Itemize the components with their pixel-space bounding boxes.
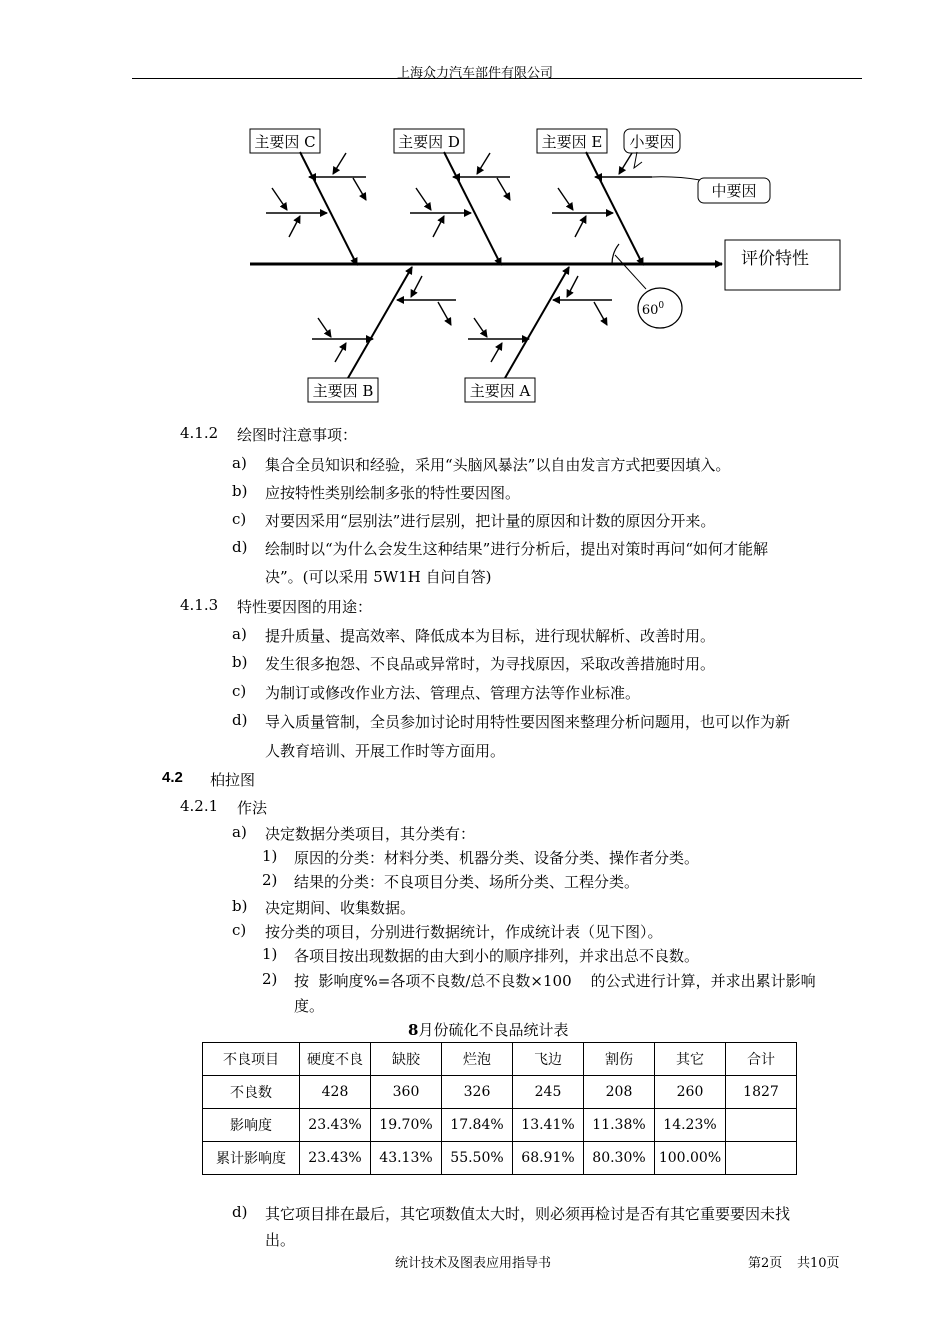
table-cell: 100.00% [655,1142,726,1175]
s412-d-text-cont: 决”。(可以采用 5W1H 自问自答) [265,568,492,586]
cause-e-label: 主要因 E [541,133,603,151]
table-cell: 55.50% [442,1142,513,1175]
table-cell: 360 [371,1076,442,1109]
s413-a-text: 提升质量、提高效率、降低成本为目标，进行现状解析、改善时用。 [265,627,716,645]
s412-b-text: 应按特性类别绘制多张的特性要因图。 [265,484,521,502]
table-cell: 13.41% [513,1109,584,1142]
footer-total-pages: 共10页 [797,1256,840,1271]
s413-a-marker: a) [232,625,247,643]
mid-cause-label: 中要因 [711,182,757,200]
table-cell: 19.70% [371,1109,442,1142]
s421-c1-text: 各项目按出现数据的由大到小的顺序排列，并求出总不良数。 [294,947,700,965]
s421-a1-marker: 1) [262,847,278,865]
table-cell: 23.43% [300,1109,371,1142]
s421-a1-text: 原因的分类：材料分类、机器分类、设备分类、操作者分类。 [294,849,700,867]
table-cell: 1827 [726,1076,797,1109]
s421-d-text: 其它项目排在最后，其它项数值太大时，则必须再检讨是否有其它重要要因未找 [265,1205,791,1223]
table-cell: 不良数 [203,1076,300,1109]
s421-d-text-cont: 出。 [265,1231,296,1249]
table-cell: 17.84% [442,1109,513,1142]
s412-title: 绘图时注意事项： [237,426,358,444]
defect-stats-table [202,1042,797,1175]
s42-title: 柏拉图 [210,771,256,789]
s413-b-marker: b) [232,653,248,671]
table-header-cell: 飞边 [513,1043,584,1076]
table-cell: 累计影响度 [203,1142,300,1175]
s413-d-text-cont: 人教育培训、开展工作时等方面用。 [265,742,506,760]
table-cell: 影响度 [203,1109,300,1142]
s421-b-text: 决定期间、收集数据。 [265,899,416,917]
table-cell: 11.38% [584,1109,655,1142]
s421-a-marker: a) [232,823,247,841]
cause-a-label: 主要因 A [469,382,531,400]
bone-a [505,267,569,378]
fishbone-diagram [0,0,950,410]
table-cell [726,1109,797,1142]
s412-c-text: 对要因采用“层别法”进行层别，把计量的原因和计数的原因分开来。 [265,512,716,530]
s421-number: 4.2.1 [180,797,219,815]
table-header-row [203,1043,797,1076]
table-header-cell: 不良项目 [203,1043,300,1076]
s412-d-marker: d) [232,538,248,556]
s421-c1-marker: 1) [262,945,278,963]
table-cell: 68.91% [513,1142,584,1175]
s413-c-text: 为制订或修改作业方法、管理点、管理方法等作业标准。 [265,684,641,702]
table-cell: 14.23% [655,1109,726,1142]
angle-label: $60^0$ [641,301,665,318]
s412-d-text: 绘制时以“为什么会发生这种结果”进行分析后，提出对策时再问“如何才能解 [265,540,769,558]
s413-c-marker: c) [232,682,247,700]
footer-page-number: 第2页 [748,1256,783,1271]
table-header-cell: 割伤 [584,1043,655,1076]
table-cell: 326 [442,1076,513,1109]
table-header-cell: 缺胶 [371,1043,442,1076]
bone-c [300,152,357,265]
small-cause-label: 小要因 [629,133,675,151]
table-cell: 428 [300,1076,371,1109]
s413-title: 特性要因图的用途： [237,598,373,616]
table-title: 8月份硫化不良品统计表 [408,1021,569,1039]
s412-c-marker: c) [232,510,247,528]
cause-c-label: 主要因 C [254,133,316,151]
bone-d [444,152,501,265]
table-cell: 245 [513,1076,584,1109]
table-row [203,1076,797,1109]
s421-title: 作法 [237,799,268,817]
s412-number: 4.1.2 [180,424,219,442]
cause-b-label: 主要因 B [312,382,374,400]
table-cell: 80.30% [584,1142,655,1175]
table-header-cell: 硬度不良 [300,1043,371,1076]
s413-number: 4.1.3 [180,596,219,614]
s413-d-marker: d) [232,711,248,729]
table-row [203,1109,797,1142]
s412-a-marker: a) [232,454,247,472]
s421-a-text: 决定数据分类项目，其分类有： [265,825,476,843]
s412-b-marker: b) [232,482,248,500]
company-header: 上海众力汽车部件有限公司 [396,66,553,81]
footer-doc-title: 统计技术及图表应用指导书 [395,1256,552,1271]
s421-a2-marker: 2) [262,871,278,889]
s421-c2-text: 按 影响度%=各项不良数/总不良数×100 的公式进行计算，并求出累计影响 [294,972,816,990]
table-header-cell: 烂泡 [442,1043,513,1076]
s421-c-text: 按分类的项目，分别进行数据统计，作成统计表（见下图）。 [265,923,663,941]
angle-arc [612,244,619,264]
s421-d-marker: d) [232,1203,248,1221]
bone-e [586,152,643,265]
table-cell: 260 [655,1076,726,1109]
s421-a2-text: 结果的分类：不良项目分类、场所分类、工程分类。 [294,873,640,891]
table-header-cell: 其它 [655,1043,726,1076]
s421-c-marker: c) [232,921,247,939]
s42-number: 4.2 [162,769,183,786]
effect-label: 评价特性 [741,249,809,269]
s413-d-text: 导入质量管制，全员参加讨论时用特性要因图来整理分析问题用，也可以作为新 [265,713,791,731]
s421-b-marker: b) [232,897,248,915]
table-cell [726,1142,797,1175]
s421-c2-marker: 2) [262,970,278,988]
table-cell: 208 [584,1076,655,1109]
cause-d-label: 主要因 D [398,133,460,151]
table-cell: 23.43% [300,1142,371,1175]
s413-b-text: 发生很多抱怨、不良品或异常时，为寻找原因，采取改善措施时用。 [265,655,716,673]
bone-b [348,267,412,378]
table-row [203,1142,797,1175]
table-header-cell: 合计 [726,1043,797,1076]
table-cell: 43.13% [371,1142,442,1175]
s421-c2-text-cont: 度。 [294,997,325,1015]
s412-a-text: 集合全员知识和经验，采用“头脑风暴法”以自由发言方式把要因填入。 [265,456,731,474]
